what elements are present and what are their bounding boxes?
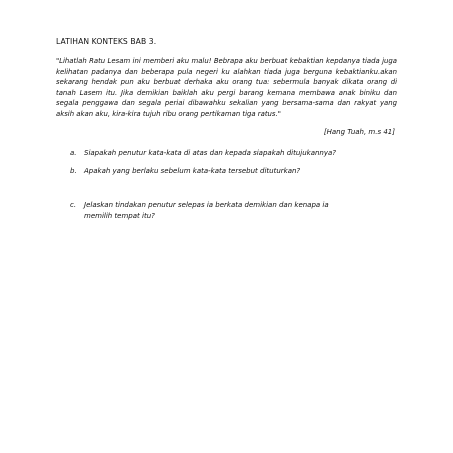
source-citation: [Hang Tuah, m.s 41] xyxy=(323,128,395,136)
page-title: LATIHAN KONTEKS BAB 3. xyxy=(56,37,157,46)
question-letter: a. xyxy=(70,149,77,157)
quoted-passage: "Lihatlah Ratu Lesam ini memberi aku malu! Bebrapa aku berbuat kebaktian kepdanya tiada juga kelihatan padanya dan beberapa pula negeri ku alahkan tiada juga berguna kebaktianku.akan sekarang hendak pun aku berbuat derhaka aku orang tua: sebermula banyak dikata orang di tanah Lasem itu. Jika demikian baiklah aku pergi barang kemana membawa anak biniku dan segala penggawa dan segala periai dibawahku sekalian yang bersama-sama dan rakyat yang aksih akan aku, kira-kira tujuh ribu orang pertikaman tiga ratus." xyxy=(56,57,397,118)
question-b xyxy=(70,166,384,177)
question-c xyxy=(70,200,344,222)
question-a xyxy=(70,148,384,159)
question-text: Siapakah penutur kata-kata di atas dan kepada siapakah ditujukannya? xyxy=(84,149,337,157)
question-text: Jelaskan tindakan penutur selepas ia berkata demikian dan kenapa ia memilih tempat itu? xyxy=(84,201,329,220)
question-letter: c. xyxy=(70,201,77,209)
question-letter: b. xyxy=(70,167,77,175)
question-text: Apakah yang berlaku sebelum kata-kata tersebut dituturkan? xyxy=(84,167,301,175)
